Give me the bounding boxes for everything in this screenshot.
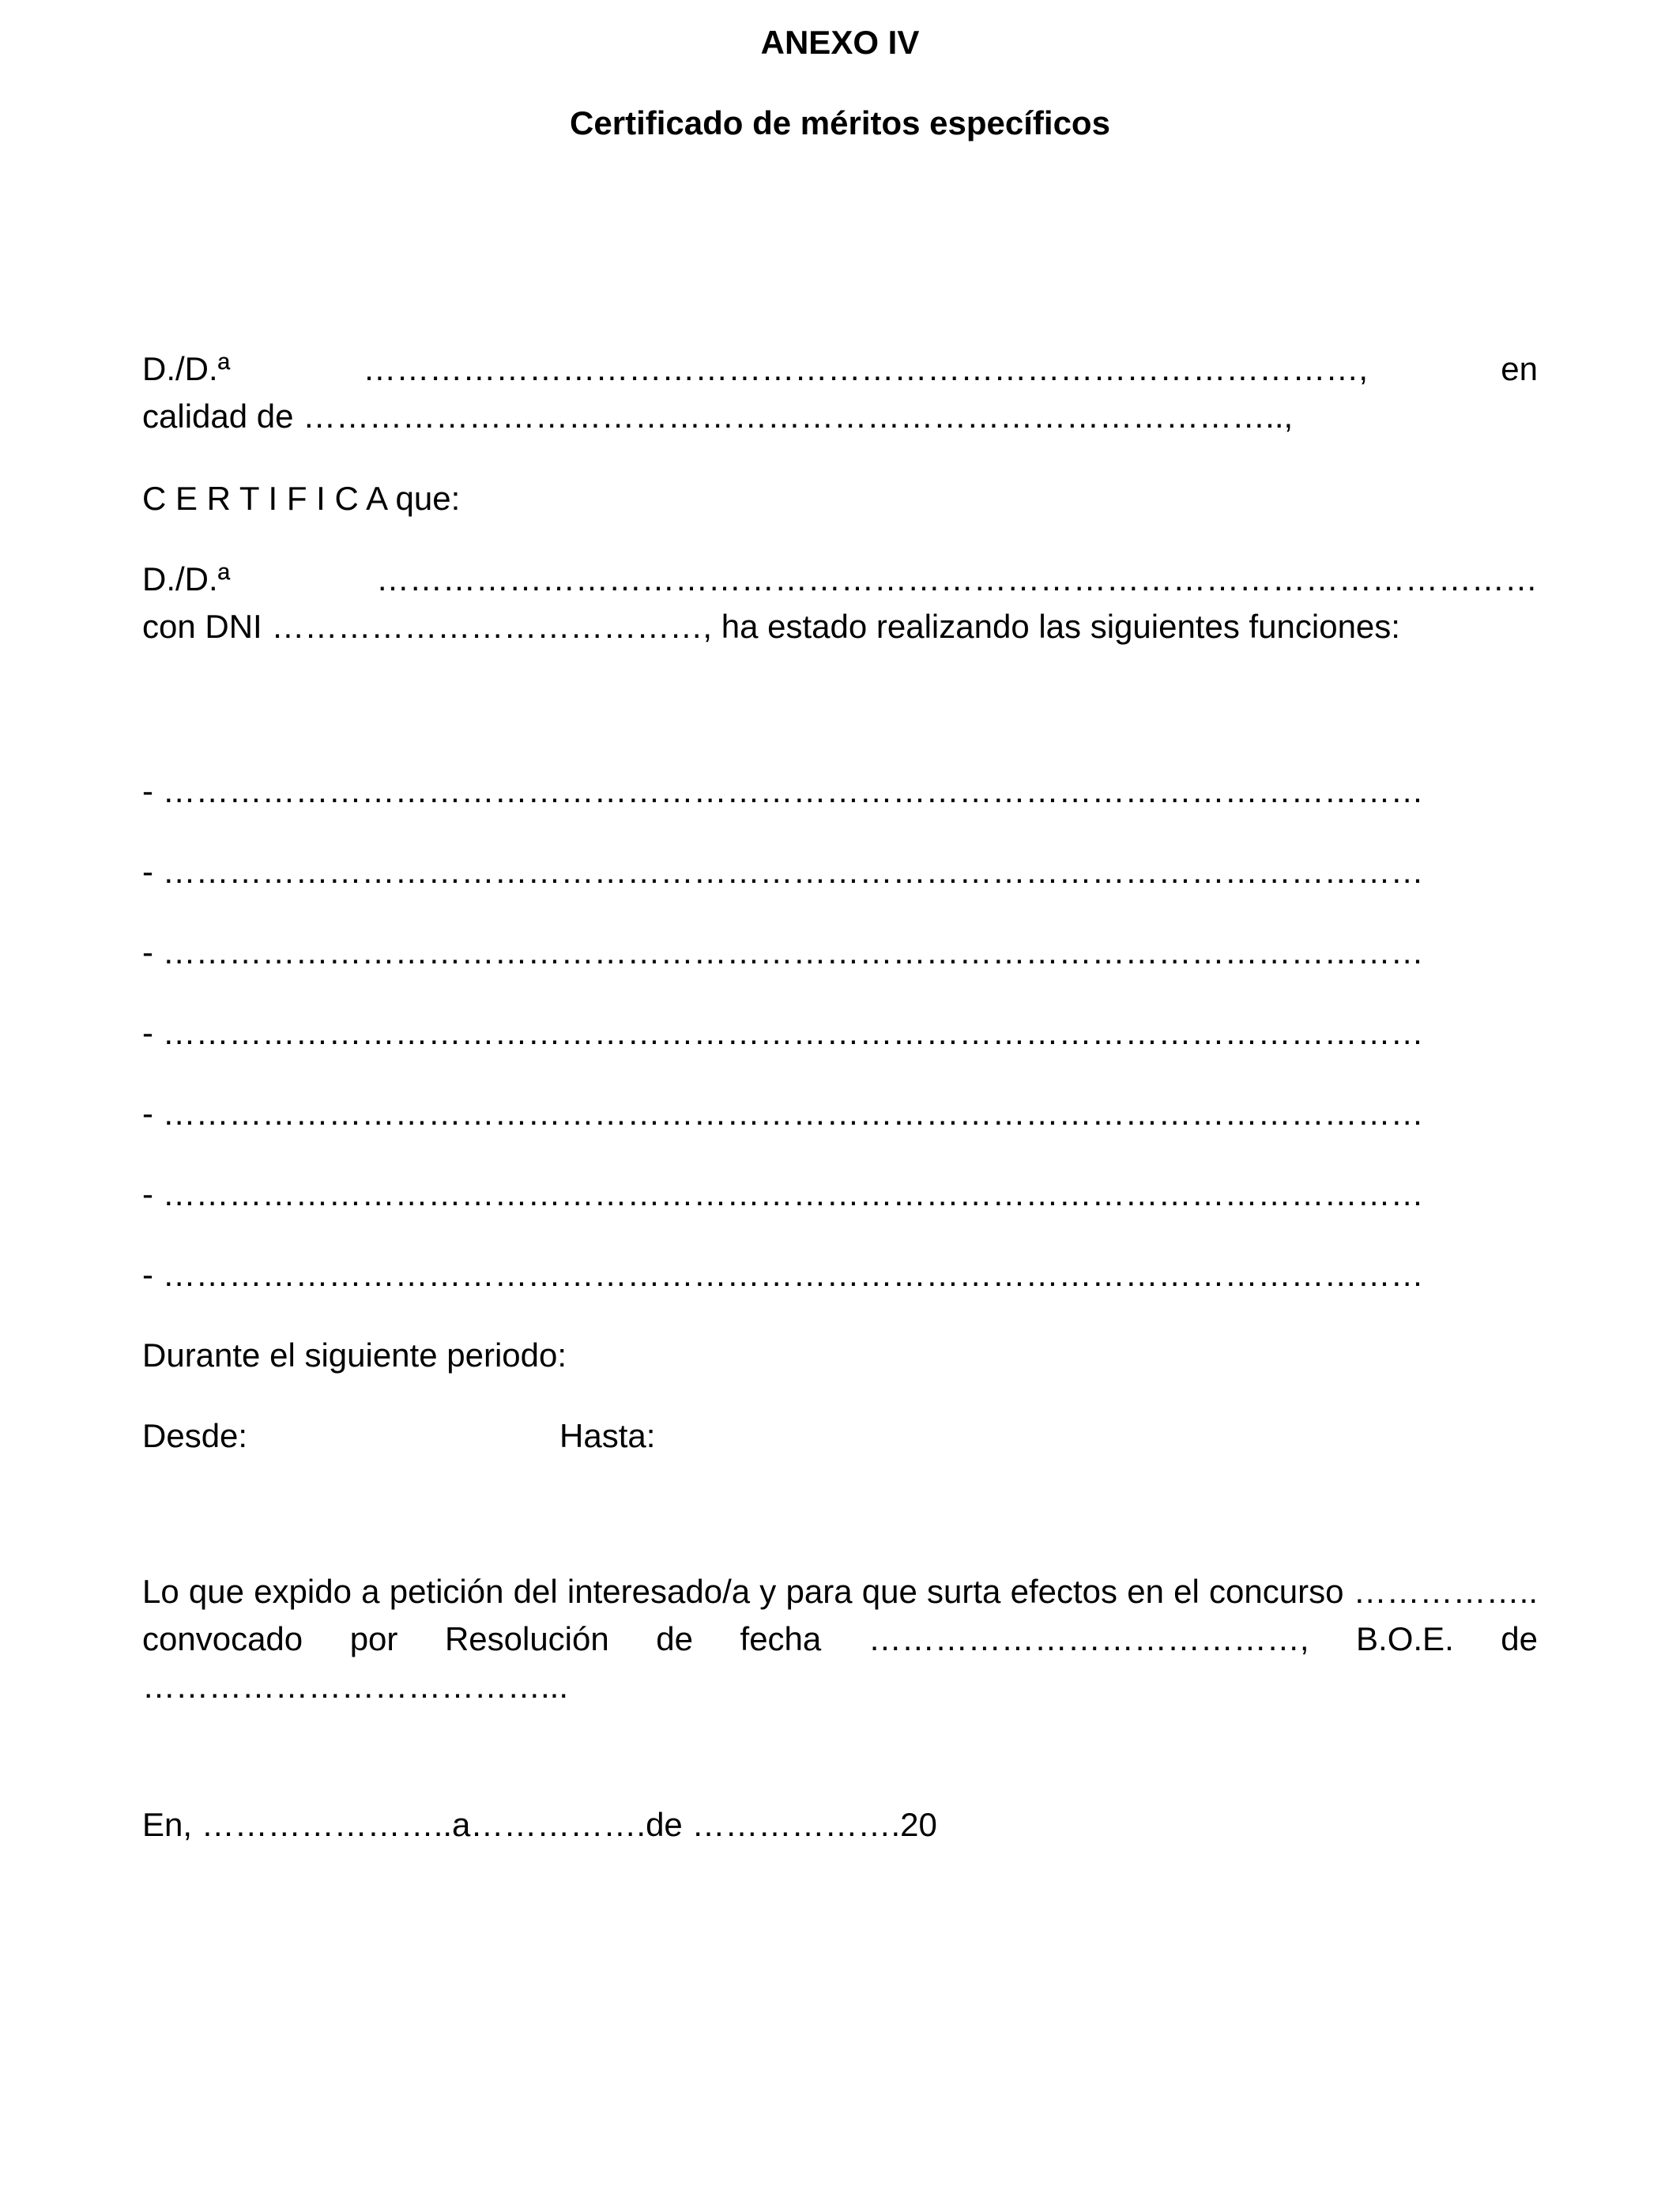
certifica-statement: C E R T I F I C A que: <box>142 480 461 517</box>
function-line: - …………………………………………………………………………………………………… <box>142 1256 1424 1293</box>
period-line <box>142 1412 1538 1461</box>
certifier-capacity-line: calidad de …………………………………………………………………………….., <box>142 398 1294 435</box>
date-line: En, …………………..a…………….de ……………….20 <box>142 1806 937 1843</box>
subject-dni-line: con DNI …………………………………, ha estado realizando las siguientes funciones: <box>142 608 1400 645</box>
period-from-label: Desde: <box>142 1417 248 1454</box>
certifier-prefix: D./D.ª <box>142 350 231 387</box>
function-line: - …………………………………………………………………………………………………… <box>142 933 1424 971</box>
document-title: Certificado de méritos específicos <box>570 104 1110 141</box>
function-line: - …………………………………………………………………………………………………… <box>142 772 1424 809</box>
function-line: - …………………………………………………………………………………………………… <box>142 1095 1424 1132</box>
certifier-suffix: en <box>1501 350 1538 387</box>
certifier-line <box>142 345 1538 394</box>
annex-heading: ANEXO IV <box>760 24 920 61</box>
subject-prefix: D./D.ª <box>142 560 231 598</box>
period-label: Durante el siguiente periodo: <box>142 1336 567 1374</box>
subject-name-field: …………………………………………………………………………………………… <box>376 560 1538 598</box>
certifier-name-field: ………………………………………………………………………………, <box>363 350 1369 387</box>
function-line: - …………………………………………………………………………………………………… <box>142 1175 1424 1212</box>
function-line: - …………………………………………………………………………………………………… <box>142 853 1424 890</box>
closing-paragraph: Lo que expido a petición del interesado/a y para que surta efectos en el concurso …………….. convocado por Resolución de fecha …………………………………, B.O.E. de ………………………………... <box>142 1573 1538 1705</box>
period-to-label: Hasta: <box>559 1417 656 1454</box>
subject-line <box>142 555 1538 604</box>
function-line: - …………………………………………………………………………………………………… <box>142 1014 1424 1051</box>
